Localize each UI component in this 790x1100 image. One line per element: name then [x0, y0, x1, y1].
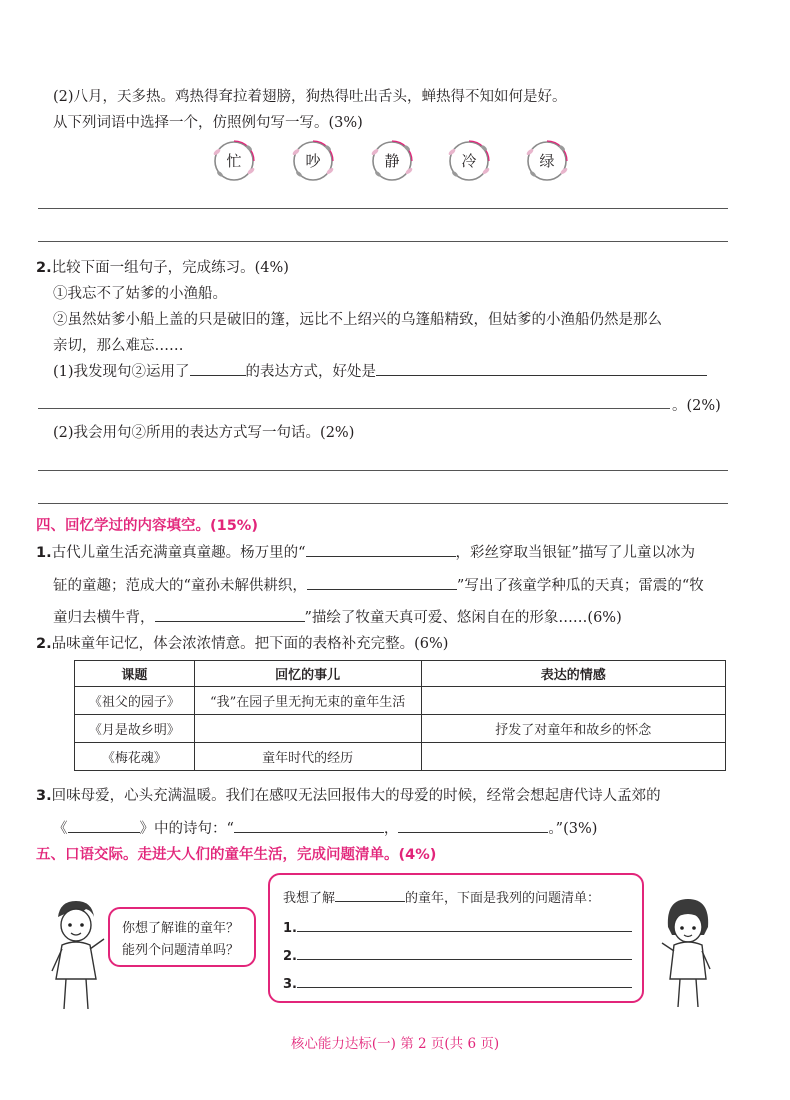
- fill-blank[interactable]: [398, 818, 548, 833]
- question-text: 钲的童趣；范成大的“童孙未解供耕织，: [53, 578, 307, 594]
- fill-blank[interactable]: [68, 818, 140, 833]
- sub-question-2: (2)我会用句②所用的表达方式写一句话。(2%): [53, 425, 355, 441]
- question-text: 回味母爱，心头充满温暖。我们在感叹无法回报伟大的母爱的时候，经常会想起唐代诗人孟郊的: [51, 788, 661, 804]
- left-speech-bubble: [108, 907, 256, 967]
- table-cell: 《月是故乡明》: [75, 715, 195, 743]
- section-4-title: 四、回忆学过的内容填空。(15%): [36, 518, 258, 534]
- question-number: 3.: [36, 788, 52, 804]
- table-row: [75, 715, 726, 743]
- table-header: 课题: [75, 661, 195, 687]
- question-number: 1.: [36, 545, 52, 561]
- fill-blank[interactable]: [307, 575, 457, 590]
- recall-table: [74, 660, 726, 771]
- question-text: ，: [383, 821, 399, 837]
- fill-blank[interactable]: [335, 889, 405, 902]
- sentence-2-line-2: 亲切，那么难忘……: [53, 338, 184, 354]
- section-5-title: 五、口语交际。走进大人们的童年生活，完成问题清单。(4%): [36, 847, 437, 863]
- table-cell: “我”在园子里无拘无束的童年生活: [194, 687, 421, 715]
- question-list-item: [283, 975, 632, 992]
- word-option-5[interactable]: [524, 138, 570, 184]
- fill-blank[interactable]: [376, 361, 707, 376]
- fill-blank[interactable]: [306, 542, 456, 557]
- table-cell: 抒发了对童年和故乡的怀念: [421, 715, 726, 743]
- word-option-label: 冷: [461, 152, 477, 170]
- table-cell: 《祖父的园子》: [75, 687, 195, 715]
- question-text: ”写出了孩童学种瓜的天真；雷震的“牧: [456, 578, 704, 594]
- table-cell: 《梅花魂》: [75, 743, 195, 771]
- sub-question-text: 的表达方式，好处是: [245, 364, 377, 380]
- fill-blank[interactable]: [297, 947, 632, 960]
- q4-3-line-2: [53, 817, 597, 838]
- question-list-item: [283, 947, 632, 964]
- word-option-4[interactable]: [446, 138, 492, 184]
- sentence-1: ①我忘不了姑爹的小渔船。: [53, 286, 227, 302]
- fill-blank[interactable]: [155, 607, 305, 622]
- question-text: 品味童年记忆，体会浓浓情意。把下面的表格补充完整。(6%): [51, 636, 449, 652]
- sentence-example-2: (2)八月，天多热。鸡热得耷拉着翅膀，狗热得吐出舌头，蝉热得不知如何是好。: [53, 89, 567, 105]
- word-option-label: 吵: [305, 152, 321, 170]
- answer-line[interactable]: [38, 408, 670, 409]
- bubble-text-line: 能列个问题清单吗？: [122, 943, 240, 958]
- table-cell-blank[interactable]: [194, 715, 421, 743]
- table-header: 表达的情感: [421, 661, 726, 687]
- sentence-2-line-1: ②虽然姑爹小船上盖的只是破旧的篷，远比不上绍兴的乌篷船精致，但姑爹的小渔船仍然是那么: [53, 312, 662, 328]
- table-cell-blank[interactable]: [421, 743, 726, 771]
- question-text: 。”(3%): [548, 821, 598, 837]
- word-choice-instruction: 从下列词语中选择一个，仿照例句写一写。(3%): [53, 115, 363, 131]
- list-number: 1.: [283, 921, 297, 936]
- sub-question-text: (1)我发现句②运用了: [53, 364, 190, 380]
- question-number: 2.: [36, 260, 52, 276]
- answer-line[interactable]: [38, 503, 728, 504]
- word-option-1[interactable]: [211, 138, 257, 184]
- fill-blank[interactable]: [297, 975, 632, 988]
- fill-blank[interactable]: [190, 361, 246, 376]
- table-row: [75, 743, 726, 771]
- table-row: [75, 687, 726, 715]
- bubble-text-line: 你想了解谁的童年？: [122, 921, 240, 936]
- q4-1-line-2: [53, 574, 704, 595]
- bubble-text: 的童年，下面是我列的问题清单：: [405, 891, 601, 906]
- table-header-row: [75, 661, 726, 687]
- word-option-2[interactable]: [290, 138, 336, 184]
- question-text: 《: [53, 821, 68, 837]
- fill-blank[interactable]: [234, 818, 384, 833]
- table-cell: 童年时代的经历: [194, 743, 421, 771]
- table-header: 回忆的事儿: [194, 661, 421, 687]
- question-text: 童归去横牛背，: [53, 610, 155, 626]
- list-number: 3.: [283, 977, 297, 992]
- question-list-item: [283, 919, 632, 936]
- q4-2: [36, 632, 448, 653]
- question-text: ，彩丝穿取当银钲”描写了儿童以冰为: [455, 545, 695, 561]
- table-cell-blank[interactable]: [421, 687, 726, 715]
- answer-line[interactable]: [38, 241, 728, 242]
- list-number: 2.: [283, 949, 297, 964]
- q4-3-line-1: [36, 784, 661, 805]
- word-option-label: 忙: [226, 152, 242, 170]
- question-text: ”描绘了牧童天真可爱、悠闲自在的形象……(6%): [304, 610, 622, 626]
- word-option-label: 静: [384, 152, 400, 170]
- q4-1-line-3: [53, 606, 622, 627]
- page-footer: 核心能力达标(一) 第 2 页(共 6 页): [290, 1036, 500, 1052]
- score-note: 。(2%): [672, 398, 721, 414]
- answer-line[interactable]: [38, 470, 728, 471]
- fill-blank[interactable]: [297, 919, 632, 932]
- bubble-prompt: [283, 887, 600, 906]
- sub-question-1: [53, 360, 707, 381]
- q4-1-line-1: [36, 541, 695, 562]
- word-option-label: 绿: [539, 152, 555, 170]
- answer-line[interactable]: [38, 208, 728, 209]
- right-speech-bubble: [268, 873, 644, 1003]
- question-text: 》中的诗句：“: [139, 821, 234, 837]
- boy-illustration-icon: [40, 895, 110, 1015]
- girl-illustration-icon: [652, 893, 724, 1013]
- question-text: 比较下面一组句子，完成练习。(4%): [51, 260, 289, 276]
- bubble-text: 我想了解: [283, 891, 336, 906]
- word-option-3[interactable]: [369, 138, 415, 184]
- question-2: [36, 256, 289, 277]
- question-number: 2.: [36, 636, 52, 652]
- question-text: 古代儿童生活充满童真童趣。杨万里的“: [51, 545, 306, 561]
